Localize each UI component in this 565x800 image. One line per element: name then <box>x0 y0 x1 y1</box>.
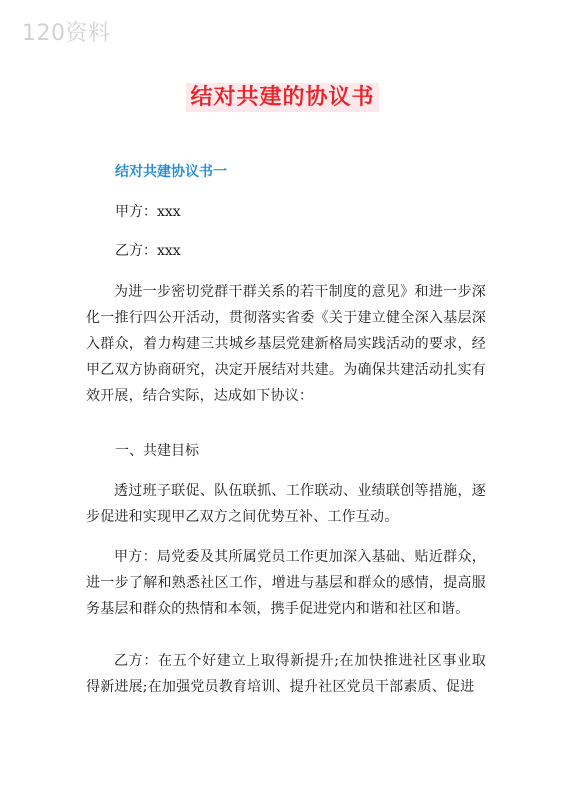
party-b-line: 乙方：xxx <box>115 243 181 259</box>
section-title: 结对共建协议书一 <box>115 164 227 180</box>
party-b-goal-paragraph: 乙方：在五个好建立上取得新提升;在加快推进社区事业取得新进展;在加强党员教育培训、提升社区党员干部素质、促进 <box>86 653 486 695</box>
goal-paragraph: 透过班子联促、队伍联抓、工作联动、业绩联创等措施，逐步促进和实现甲乙双方之间优势互补、工作互动。 <box>86 483 486 525</box>
party-a-line: 甲方：xxx <box>115 204 181 220</box>
watermark: 120资料 <box>22 21 111 46</box>
document-title <box>0 80 565 111</box>
party-a-goal-paragraph: 甲方：局党委及其所属党员工作更加深入基础、贴近群众，进一步了解和熟悉社区工作，增进与基层和群众的感情，提高服务基层和群众的热情和本领，携手促进党内和谐和社区和谐。 <box>86 549 486 617</box>
intro-paragraph: 为进一步密切党群干群关系的若干制度的意见》和进一步深化一推行四公开活动，贯彻落实省委《关于建立健全深入基层深入群众，着力构建三共城乡基层党建新格局实践活动的要求，经甲乙双方协商研究，决定开展结对共建。为确保共建活动扎实有效开展，结合实际，达成如下协议： <box>86 284 486 404</box>
document-title-text: 结对共建的协议书 <box>186 83 378 112</box>
heading-goals: 一、共建目标 <box>115 443 199 459</box>
